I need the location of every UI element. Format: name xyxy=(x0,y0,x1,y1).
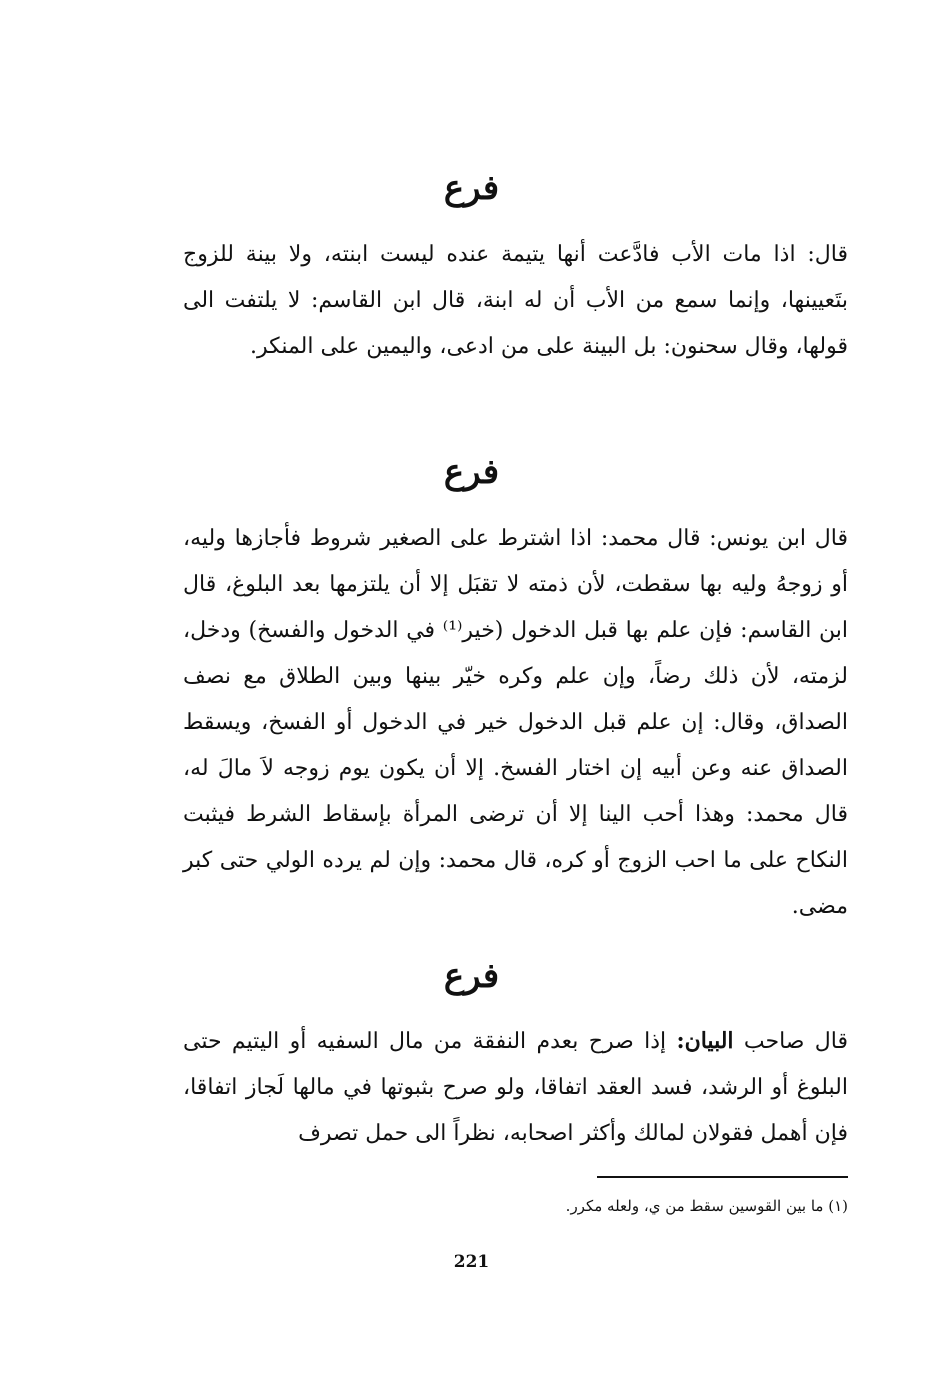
footnote-divider xyxy=(597,1176,848,1178)
lead-text: قال صاحب xyxy=(743,1029,848,1054)
section-paragraph xyxy=(183,232,848,370)
page-number: 221 xyxy=(453,1252,490,1272)
bold-term: البيان: xyxy=(676,1028,734,1054)
section-heading: فرع xyxy=(443,452,500,492)
paragraph-text xyxy=(183,1018,848,1157)
paragraph-text: قال ابن يونس: قال محمد: اذا اشترط على الصغير شروط فأجازها وليه، أو زوجهُ وليه بها سقطت، لأن ذمته لا تقبَل إلا أن يلتزمها بعد البلوغ، قال ابن القاسم: فإن علم بها قبل الدخول (خير⁽¹⁾ في الدخول والفسخ) ودخل، لزمته، لأن ذلك رضاً، وإن علم وكره خيّر بينها وبين الطلاق مع نصف الصداق، وقال: إن علم قبل الدخول خير في الدخول أو الفسخ، ويسقط الصداق عنه وعن أبيه إن اختار الفسخ. إلا أن يكون يوم زوجه لاَ مالَ له، قال محمد: وهذا أحب الينا إلا أن ترضى المرأة بإسقاط الشرط فيثبت النكاح على ما احب الزوج أو كره، قال محمد: وإن لم يرده الولي حتى كبر مضى. xyxy=(183,526,848,919)
section-paragraph xyxy=(183,516,848,930)
section-paragraph xyxy=(183,1018,848,1157)
section-heading: فرع xyxy=(443,168,500,208)
paragraph-text: قال: اذا مات الأب فادَّعت أنها يتيمة عنده ليست ابنته، ولا بينة للزوج بتَعيينها، وإنما سمع من الأب أن له ابنة، قال ابن القاسم: لا يلتفت الى قولها، وقال سحنون: بل البينة على من ادعى، واليمين على المنكر. xyxy=(183,242,848,359)
section-heading: فرع xyxy=(443,956,500,996)
paragraph-body: إذا صرح بعدم النفقة من مال السفيه أو اليتيم حتى البلوغ أو الرشد، فسد العقد اتفاقا، ولو صرح بثبوتها في مالها لَجاز اتفاقا، فإن أهمل فقولان لمالك وأكثر اصحابه، نظراً الى حمل تصرف xyxy=(183,1029,848,1146)
footnote: (١) ما بين القوسين سقط من ي، ولعله مكرر. xyxy=(565,1197,848,1215)
